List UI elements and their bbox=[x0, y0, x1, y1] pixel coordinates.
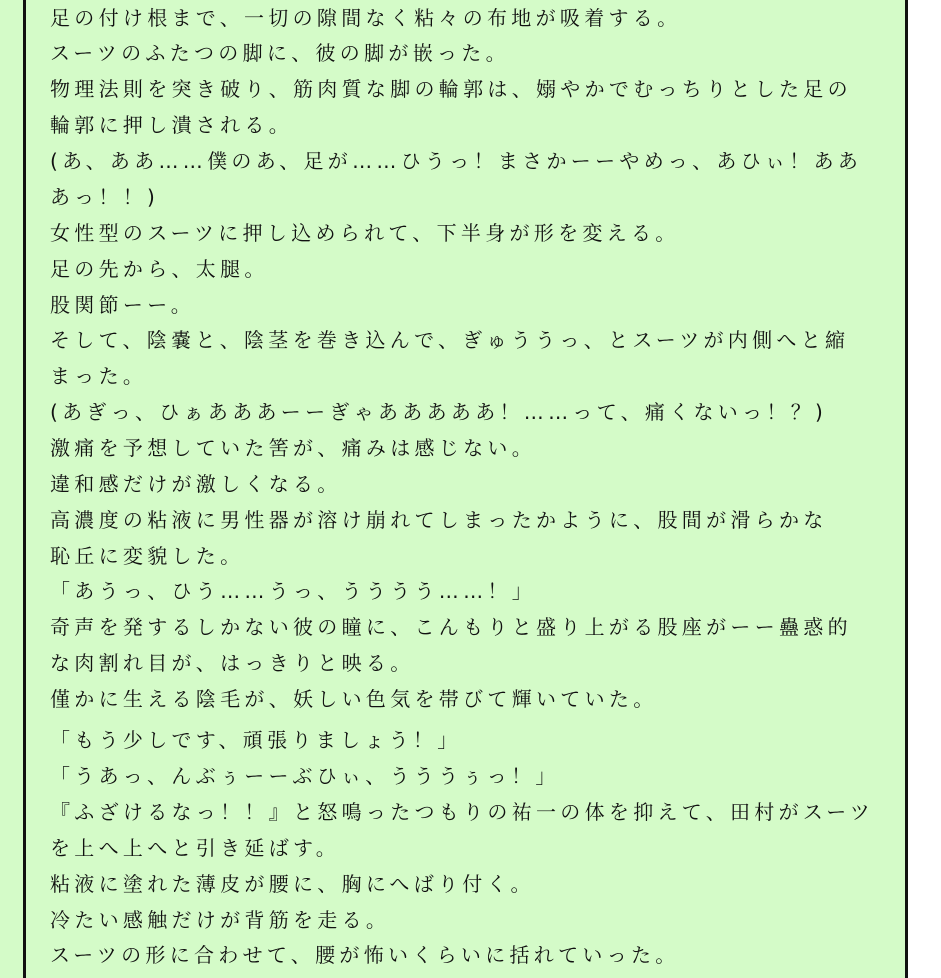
text-line: 「うあっ、んぶぅーーぶひぃ、うううぅっ！」 bbox=[50, 764, 560, 788]
text-line: 違和感だけが激しくなる。 bbox=[50, 472, 342, 496]
text-line: 「あうっ、ひう……うっ、うううう……！」 bbox=[50, 579, 536, 603]
text-line: 僅かに生える陰毛が、妖しい色気を帯びて輝いていた。 bbox=[50, 687, 658, 711]
text-line: を上へ上へと引き延ばす。 bbox=[50, 836, 340, 860]
text-line: な肉割れ目が、はっきりと映る。 bbox=[50, 651, 415, 675]
text-line: 女性型のスーツに押し込められて、下半身が形を変える。 bbox=[50, 221, 680, 245]
text-line: スーツの形に合わせて、腰が怖いくらいに括れていった。 bbox=[50, 943, 680, 967]
text-line: 「もう少しです、頑張りましょう！」 bbox=[50, 728, 462, 752]
text-line: 恥丘に変貌した。 bbox=[50, 544, 245, 568]
text-line: 足の付け根まで、一切の隙間なく粘々の布地が吸着する。 bbox=[50, 6, 682, 30]
text-line: (あぎっ、ひぁあああーーぎゃあああああ！……って、痛くないっ！？) bbox=[50, 400, 828, 424]
text-line: (あ、ああ……僕のあ、足が……ひうっ！まさかーーやめっ、あひぃ！ああ bbox=[50, 149, 863, 173]
text-line: 足の先から、太腿。 bbox=[50, 257, 269, 281]
text-line: あっ！！) bbox=[50, 185, 160, 209]
page-border-right bbox=[905, 0, 941, 978]
text-line: 激痛を予想していた筈が、痛みは感じない。 bbox=[50, 436, 536, 460]
text-line: まった。 bbox=[50, 364, 148, 388]
text-line: 奇声を発するしかない彼の瞳に、こんもりと盛り上がる股座がーー蠱惑的 bbox=[50, 615, 852, 639]
text-line: そして、陰嚢と、陰茎を巻き込んで、ぎゅううっ、とスーツが内側へと縮 bbox=[50, 328, 850, 352]
text-line: スーツのふたつの脚に、彼の脚が嵌った。 bbox=[50, 41, 510, 65]
page-border-left bbox=[23, 0, 26, 978]
text-line: 股関節ーー。 bbox=[50, 293, 195, 317]
text-line: 物理法則を突き破り、筋肉質な脚の輪郭は、嫋やかでむっちりとした足の bbox=[50, 77, 852, 101]
text-line: 輪郭に押し潰される。 bbox=[50, 113, 293, 137]
text-line: 高濃度の粘液に男性器が溶け崩れてしまったかように、股間が滑らかな bbox=[50, 508, 828, 532]
text-line: 粘液に塗れた薄皮が腰に、胸にへばり付く。 bbox=[50, 872, 535, 896]
text-line: 『ふざけるなっ！！』と怒鳴ったつもりの祐一の体を抑えて、田村がスーツ bbox=[50, 800, 874, 824]
text-line: 冷たい感触だけが背筋を走る。 bbox=[50, 908, 391, 932]
